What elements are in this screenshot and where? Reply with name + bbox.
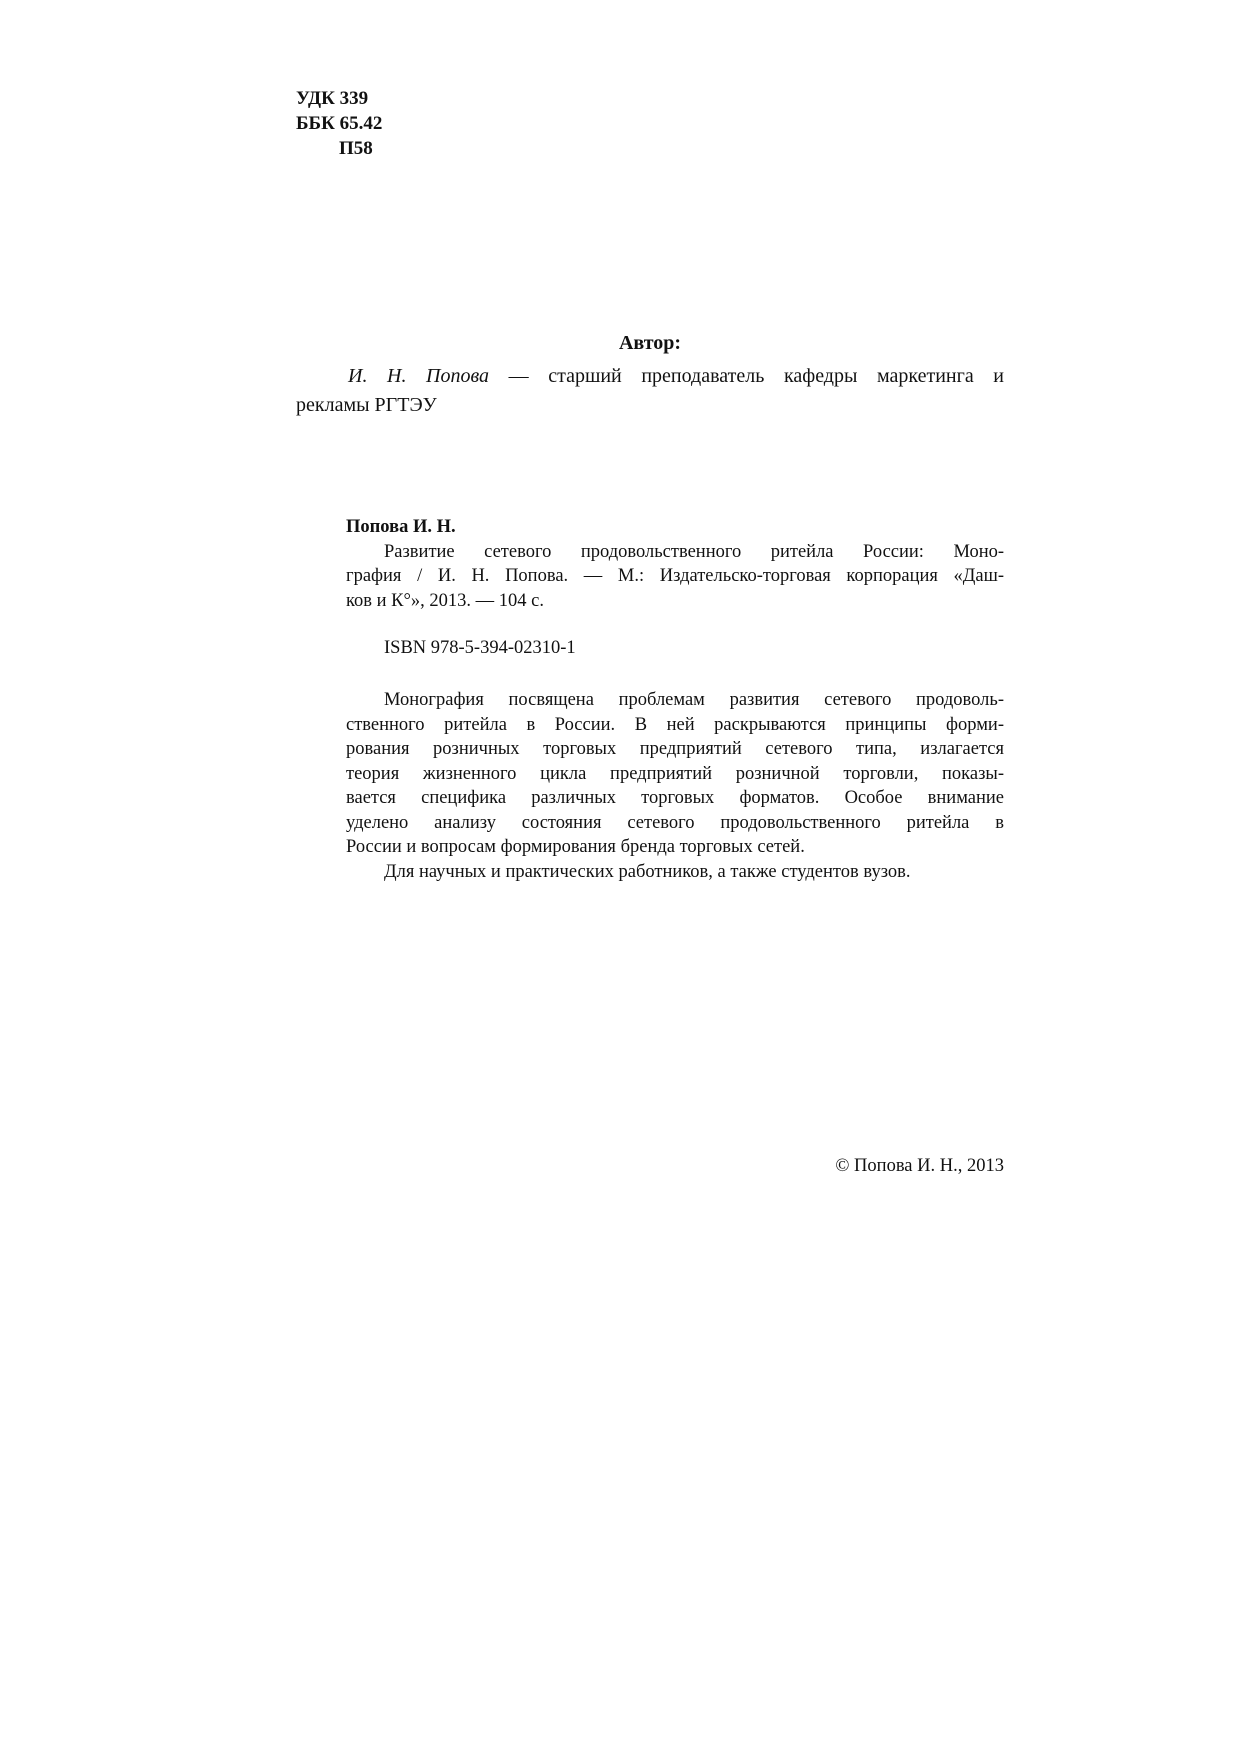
bbk-code: ББК 65.42 xyxy=(296,113,383,134)
author-heading: Автор: xyxy=(618,332,682,354)
abstract-line: Монография посвящена проблемам развития сетевого продоволь- xyxy=(384,690,1004,710)
abstract xyxy=(346,688,1004,884)
abstract-line: теория жизненного цикла предприятий розничной торговли, показы- xyxy=(346,763,1004,784)
author-description-line-1 xyxy=(296,362,1004,391)
udk-code: УДК 339 xyxy=(296,88,369,109)
abstract-line: ственного ритейла в России. В ней раскрываются принципы форми- xyxy=(346,714,1004,735)
bibliographic-author: Попова И. Н. xyxy=(346,517,456,537)
abstract-line: рования розничных торговых предприятий сетевого типа, излагается xyxy=(346,739,1004,759)
abstract-line: вается специфика различных торговых форматов. Особое внимание xyxy=(346,788,1004,808)
abstract-line: уделено анализу состояния сетевого продовольственного ритейла в xyxy=(346,812,1004,833)
target-audience: Для научных и практических работников, а также студентов вузов. xyxy=(384,861,911,882)
bibliographic-line: Развитие сетевого продовольственного ритейла России: Моно- xyxy=(384,541,1004,562)
isbn: ISBN 978-5-394-02310-1 xyxy=(384,638,576,658)
bibliographic-line: графия / И. Н. Попова. — М.: Издательско-торговая корпорация «Даш- xyxy=(346,566,1004,586)
author-description-line-2: рекламы РГТЭУ xyxy=(296,394,437,416)
author-position: — старший преподаватель кафедры маркетинга и xyxy=(489,365,1004,387)
bibliographic-record xyxy=(346,515,1004,613)
abstract-line: России и вопросам формирования бренда торговых сетей. xyxy=(346,837,805,857)
bibliographic-line: ков и К°», 2013. — 104 с. xyxy=(346,590,545,611)
copyright-notice: © Попова И. Н., 2013 xyxy=(835,1156,1004,1176)
author-name: И. Н. Попова xyxy=(348,365,490,387)
author-description xyxy=(296,362,1004,420)
classification-codes xyxy=(296,86,382,161)
author-mark: П58 xyxy=(339,138,373,159)
